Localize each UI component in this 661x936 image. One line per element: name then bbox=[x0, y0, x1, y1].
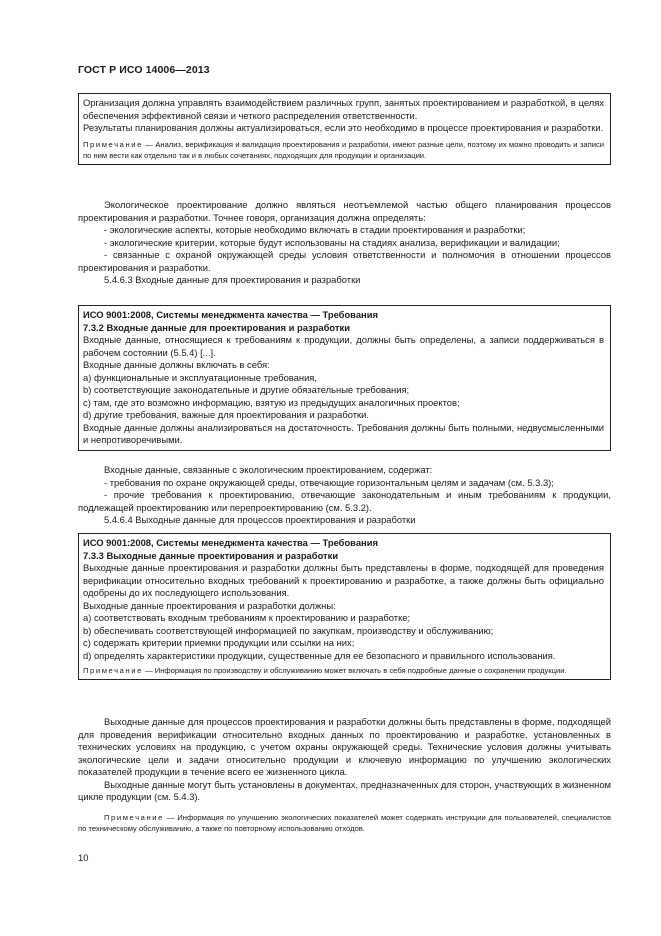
body-section-3 bbox=[78, 716, 611, 834]
body1-item-2: - экологические критерии, которые будут использованы на стадиях анализа, верификации и валидации; bbox=[104, 236, 560, 248]
body2-item-1: - требования по охране окружающей среды, отвечающие горизонтальным целям и задачам (см. 5.3.3); bbox=[104, 476, 554, 488]
body1-intro: Экологическое проектирование должно являться неотъемлемой частью общего планирования процессов проектирования и разработки. Точнее говоря, организация должна определять: bbox=[78, 199, 611, 223]
body3-paragraph-1: Выходные данные для процессов проектирования и разработки должны быть представлены в форме, подходящей для проведения верификации относительно входных данных по проектированию и разработке, установленных в технических условиях на продукцию, с учетом охраны окружающей среды. Технические условия должны учитывать экологические цели и задачи относительно продукции и ключевую информацию по улучшению экологических показателей продукции в течение всего ее жизненного цикла. bbox=[78, 716, 611, 777]
box1-paragraph-2: Результаты планирования должны актуализироваться, если это необходимо в процессе проектирования и разработки. bbox=[83, 122, 604, 133]
body-section-2 bbox=[78, 464, 611, 527]
box3-item-b: b) обеспечивать соответствующей информацией по закупкам, производству и обслуживанию; bbox=[83, 624, 494, 636]
box3-item-a: a) соответствовать входным требованиям к проектированию и разработке; bbox=[83, 612, 411, 623]
box2-item-a: a) функциональные и эксплуатационные требования, bbox=[83, 371, 317, 383]
body1-item-3: - связанные с охраной окружающей среды условия ответственности и полномочия в отношении процессов проектирования и разработки. bbox=[78, 249, 611, 273]
quoted-box-planning bbox=[78, 93, 611, 165]
note-text: — Анализ, верификация и валидация проектирования и разработки, имеют разные цели, поэтому их можно проводить и записи по ним вести как отдельно так и в любых сочетаниях, подходящих для продукции и организации. bbox=[83, 139, 604, 160]
box3-title: ИСО 9001:2008, Системы менеджмента качества — Требования bbox=[83, 537, 378, 548]
box3-note bbox=[83, 665, 604, 676]
quoted-box-iso-7-3-2 bbox=[78, 305, 611, 451]
document-header: ГОСТ Р ИСО 14006—2013 bbox=[78, 64, 210, 76]
note-label: Примечание bbox=[104, 812, 164, 822]
body-section-1 bbox=[78, 199, 611, 287]
box3-paragraph-1: Выходные данные проектирования и разработки должны быть представлены в форме, подходящей для проведения верификации относительно входных требований к проектированию и разработке, а также должны быть официально одобрены до их последующего использования. bbox=[83, 562, 604, 598]
box2-item-b: b) соответствующие законодательные и другие обязательные требования; bbox=[83, 384, 410, 395]
body2-intro: Входные данные, связанные с экологическим проектированием, содержат: bbox=[104, 464, 433, 475]
note-label: Примечание bbox=[83, 139, 143, 149]
box2-title: ИСО 9001:2008, Системы менеджмента качества — Требования bbox=[83, 309, 378, 320]
box3-subtitle: 7.3.3 Выходные данные проектирования и разработки bbox=[83, 549, 339, 561]
box2-paragraph-3: Входные данные должны анализироваться на достаточность. Требования должны быть полными, недвусмысленными и непротиворечивыми. bbox=[83, 421, 604, 445]
box1-paragraph-1: Организация должна управлять взаимодействием различных групп, занятых проектированием и разработкой, в целях обеспечения эффективной связи и четкого распределения ответственности. bbox=[83, 97, 604, 121]
body2-item-2: - прочие требования к проектированию, отвечающие законодательным и иным требованиям к продукции, подлежащей проектированию или перепроектированию (см. 5.3.2). bbox=[78, 489, 611, 513]
box3-paragraph-2: Выходные данные проектирования и разработки должны: bbox=[83, 599, 336, 611]
box2-subtitle: 7.3.2 Входные данные для проектирования и разработки bbox=[83, 321, 350, 333]
box2-paragraph-1: Входные данные, относящиеся к требованиям к продукции, должны быть определены, а записи поддерживаться в рабочем состоянии (5.5.4) [...]. bbox=[83, 334, 604, 358]
box1-note bbox=[83, 139, 604, 161]
note-text: — Информация по производству и обслуживанию может включать в себя подробные данные о сохранении продукции. bbox=[145, 666, 567, 675]
page-number: 10 bbox=[78, 852, 89, 863]
box2-item-d: d) другие требования, важные для проектирования и разработки. bbox=[83, 409, 369, 420]
body3-paragraph-2: Выходные данные могут быть установлены в документах, предназначенных для сторон, участвующих в жизненном цикле продукции (см. 5.4.3). bbox=[78, 778, 611, 802]
quoted-box-iso-7-3-3 bbox=[78, 533, 611, 680]
box2-paragraph-2: Входные данные должны включать в себя: bbox=[83, 359, 270, 370]
body3-note bbox=[78, 812, 611, 834]
body1-item-1: - экологические аспекты, которые необходимо включать в стадии проектирования и разработки; bbox=[104, 224, 526, 235]
section-heading-5-4-6-3: 5.4.6.3 Входные данные для проектирования и разработки bbox=[104, 274, 361, 285]
box3-item-c: c) содержать критерии приемки продукции или ссылки на них; bbox=[83, 637, 355, 648]
note-text: — Информация по улучшению экологических показателей может содержать инструкции для пользователей, специалистов по техническому обслуживанию, а также по повторному использованию отходов. bbox=[78, 812, 611, 833]
note-label: Примечание bbox=[83, 666, 143, 675]
box3-item-d: d) определять характеристики продукции, существенные для ее безопасного и правильного использования. bbox=[83, 649, 556, 661]
box2-item-c: c) там, где это возможно информацию, взятую из предыдущих аналогичных проектов; bbox=[83, 396, 460, 408]
section-heading-5-4-6-4: 5.4.6.4 Выходные данные для процессов проектирования и разработки bbox=[104, 514, 416, 525]
